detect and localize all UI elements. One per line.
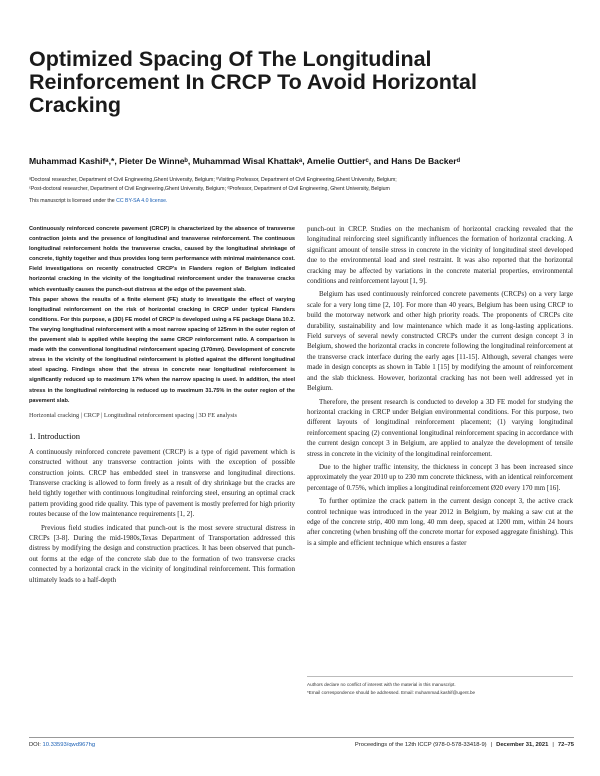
keywords: Horizontal cracking | CRCP | Longitudinal reinforcement spacing | 3D FE analysis bbox=[29, 411, 237, 419]
footnote: Authors declare no conflict of interest with the material in this manuscript. bbox=[307, 682, 456, 687]
body-paragraph: Previous field studies indicated that punch-out is the most severe structural distress in CRCPs [3-8]. During the mid-1980s,Texas Department of Transportation addressed this distress by modifying the design and construction practices. It has been observed that punch-out forms at the edge of the concrete slab due to the formation of two transverse cracks connected by a horizontal crack in the vicinity of longitudinal reinforcement. This formation ultimately leads to a half-depth bbox=[29, 523, 295, 584]
footnotes bbox=[307, 676, 573, 697]
affiliation-line: ᵃDoctoral researcher, Department of Civil Engineering,Ghent University, Belgium; ᵇVisiting Professor, Department of Civil Engineering,Ghent University, Belgium; bbox=[29, 177, 397, 183]
right-column bbox=[307, 224, 573, 548]
separator: | bbox=[552, 742, 554, 748]
publication-date: December 31, 2021 bbox=[496, 742, 549, 748]
affiliations bbox=[29, 176, 574, 194]
section-heading: 1. Introduction bbox=[29, 430, 81, 441]
intro-body-left bbox=[29, 447, 295, 585]
separator: | bbox=[490, 742, 493, 748]
body-paragraph: To further optimize the crack pattern in the current design concept 3, the active crack control technique was introduced in the year 2012 in Belgium, by making a saw cut at the edge of the concrete strip, 400 mm long, 40 mm deep, spaced at 1200 mm, within 24 hours after concreting (when brushing off the concrete mortar for exposed aggregate finishing). This is a simple and efficient technique which ensures a faster bbox=[307, 497, 573, 547]
abstract bbox=[29, 224, 295, 406]
footer-right bbox=[355, 742, 574, 748]
body-paragraph: Therefore, the present research is conducted to develop a 3D FE model for studying the horizontal cracking in CRCP under Belgian environmental conditions. For this purpose, two different layouts of longitudinal reinforcement placement; (1) varying longitudinal reinforcement spacing (2) conventional longitudinal reinforcement spacing in accordance with the current design concept 3 in Belgium, are applied to analyze the development of tensile stress in concrete in the vicinity of the longitudinal reinforcement. bbox=[307, 397, 573, 458]
body-paragraph: A continuously reinforced concrete pavement (CRCP) is a type of rigid pavement which is constructed without any transverse contraction joints with the exception of possible construction joints. CRCP has embedded steel in transverse and longitudinal directions. Transverse cracking is allowed to form freely as a result of dry shrinkage but the cracks are held tightly together with continuous longitudinal reinforcing steel, ensuring an optimal crack pattern providing good ride quality. This type of pavement is mostly preferred for high priority routes because of the low maintenance requirements [1, 2]. bbox=[29, 447, 295, 519]
footnote: *Email correspondence should be addressed. Email: muhammad.kashif@ugent.be bbox=[307, 690, 476, 695]
abstract-paragraph: This paper shows the results of a finite element (FE) study to investigate the effect of varying longitudinal reinforcement on the risk of horizontal cracking in CRCP under typical Flanders conditions. For this purpose, a (3D) FE model of CRCP is developed using a FE package Diana 10.2. The varying longitudinal reinforcement with a most narrow spacing of 125mm in the outer region of the pavement slab is applied while keeping the same CRCP reinforcement ratio. A comparison is made with the conventional longitudinal reinforcement spacing (170mm). Development of concrete stress in the vicinity of the longitudinal reinforcement is plotted against the different longitudinal steel spacing. Findings show that the stress in concrete near longitudinal reinforcement is significantly reduced up to maximum 17% when the narrow spacing is used. In addition, the steel stress in the longitudinal reinforcing is reduced up to maximum 31.75% in the outer region of the pavement slab. bbox=[29, 296, 295, 404]
page-footer bbox=[29, 737, 574, 748]
license-note bbox=[29, 198, 168, 204]
license-link[interactable]: CC BY-SA 4.0 license. bbox=[116, 198, 168, 204]
paper-title: Optimized Spacing Of The Longitudinal Reinforcement In CRCP To Avoid Horizontal Cracking bbox=[29, 47, 477, 117]
body-paragraph: Due to the higher traffic intensity, the thickness in concept 3 has been increased since approximately the year 2010 up to 230 mm concrete thickness, with an identical reinforcement percentage of 0.75%, which implies a longitudinal reinforcement Ø20 every 170 mm [16]. bbox=[307, 462, 573, 492]
abstract-paragraph: Continuously reinforced concrete pavement (CRCP) is characterized by the absence of transverse contraction joints and the presence of longitudinal and transverse reinforcement. The continuous longitudinal reinforcement holds the transverse cracks, caused by the longitudinal shrinkage of concrete, tightly together and thus provides long term performance with minimal maintenance cost. Field investigations on recently constructed CRCP's in Flanders region of Belgium indicated horizontal cracking in the vicinity of the longitudinal reinforcement under the transverse cracks which eventually causes the punch-out distress at the edge of the pavement slab. bbox=[29, 226, 295, 293]
body-paragraph: Belgium has used continuously reinforced concrete pavements (CRCPs) on a very large scale for a very long time [2, 10]. For more than 40 years, Belgium has been using CRCP to build the motorway network and other high priority roads. The proponents of CRCPs cite durability, sustainability and low maintenance which made it as long-lasting applications. Field surveys of several newly constructed CRCPs under the current design concept 3 in Belgium, showed the horizontal cracks in concrete following the longitudinal reinforcement at the transverse crack interface during the early ages [11-15]. Although, several changes were made in design concepts as shown in Table 1 [15] by modifying the amount of reinforcement and the slab thickness. However, horizontal cracking has not been well addressed yet in Belgium. bbox=[307, 290, 573, 393]
doi bbox=[29, 742, 95, 748]
body-paragraph: punch-out in CRCP. Studies on the mechanism of horizontal cracking revealed that the longitudinal reinforcing steel significantly influences the formation of horizontal cracking. A significant amount of tensile stress in concrete in the vicinity of longitudinal steel developed due to the environmental load and steel restraint. It was also reported that the horizontal cracking may be affected by variations in the concrete material properties, environmental conditions and reinforcement layout [1, 9]. bbox=[307, 225, 573, 286]
author-list: Muhammad Kashifᵃ,*, Pieter De Winneᵇ, Muhammad Wisal Khattakᵃ, Amelie Outtierᶜ, and Hans De Backerᵈ bbox=[29, 156, 460, 166]
page-range: 72–75 bbox=[557, 742, 574, 748]
intro-body-right bbox=[307, 224, 573, 548]
license-prefix: This manuscript is licensed under the bbox=[29, 198, 117, 204]
left-column bbox=[29, 224, 295, 585]
affiliation-line: ᶜPost-doctoral researcher, Department of Civil Engineering,Ghent University, Belgium; ᵈProfessor, Department of Civil Engineering, Ghent University, Belgium bbox=[29, 186, 390, 192]
doi-link[interactable]: 10.33593/qwd967hg bbox=[42, 742, 96, 748]
proceedings-info: Proceedings of the 12th ICCP (978-0-578-33418-9) bbox=[354, 742, 487, 748]
doi-prefix: DOI: bbox=[29, 742, 43, 748]
